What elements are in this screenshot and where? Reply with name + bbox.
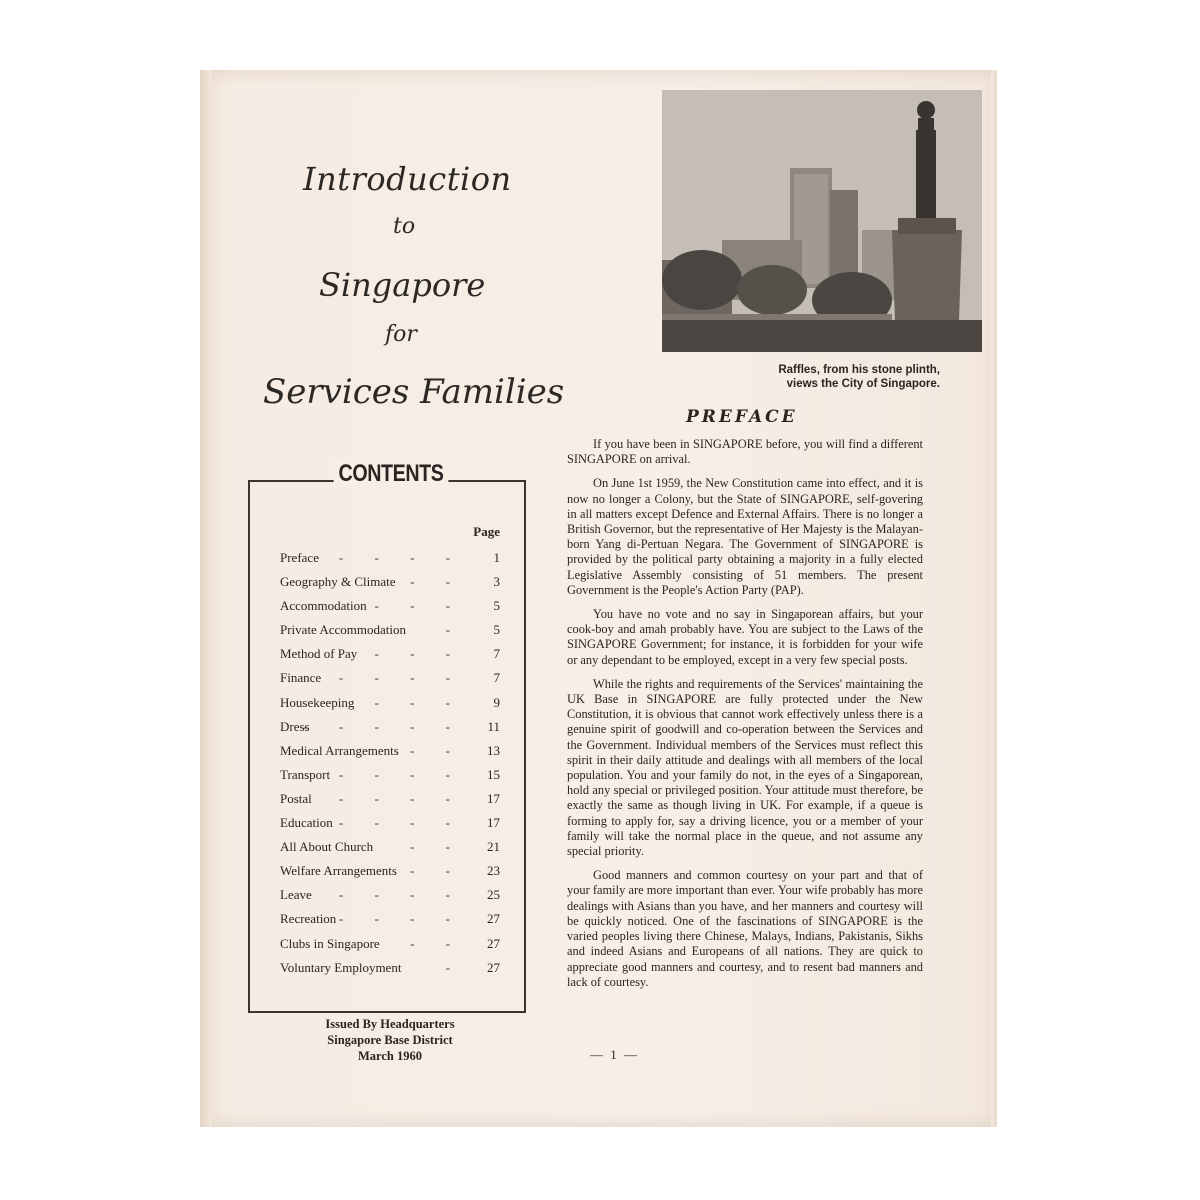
issued-line-2: Singapore Base District [327, 1033, 453, 1047]
toc-entry-leader: - - - - [338, 887, 464, 903]
preface-paragraph: Good manners and common courtesy on your part and that of your family are more important than ever. Your wife probably has more dealings with Asians than you have, and her manners and courtesy will be quickly noticed. One of the fascinations of SINGAPORE is the varied peoples living there Chinese, Malays, Indians, Pakistanis, Sikhs and indeed Asians and Europeans of all nations. They are quick to appreciate good manners and courtesy, and to resent bad manners and lack of courtesy. [567, 868, 923, 989]
toc-entry-leader: - [445, 959, 464, 975]
toc-entry-label: Housekeeping [280, 694, 355, 710]
toc-entry-leader: - - [410, 935, 464, 951]
title-line-5: Services Families [263, 372, 565, 412]
toc-entry-page: 3 [493, 574, 500, 590]
toc-entry-leader: - - - [374, 646, 464, 662]
toc-entry-label: Welfare Arrangements [280, 863, 397, 879]
toc-entry [280, 956, 500, 980]
toc-entry-leader: - - - - [338, 670, 464, 686]
toc-entry-page: 1 [493, 550, 500, 565]
toc-entry-label: Preface [280, 550, 319, 565]
toc-entry-leader: - - [410, 574, 464, 590]
caption-line-2: views the City of Singapore. [786, 378, 940, 390]
toc-entry-label: Clubs in Singapore [280, 935, 380, 951]
toc-entry-page: 9 [493, 694, 500, 710]
toc-entry [280, 932, 500, 956]
toc-entry-page: 5 [493, 622, 500, 638]
toc-entry [280, 546, 500, 570]
raffles-statue-photo [662, 90, 982, 352]
toc-entry-label: Accommodation [280, 598, 367, 614]
toc-entry [280, 763, 500, 787]
contents-heading-text: CONTENTS [334, 460, 449, 487]
page-column-header: Page [473, 524, 500, 539]
toc-entry-leader: - - - [374, 694, 464, 710]
toc-entry-page: 15 [487, 766, 500, 782]
toc-entry-leader: - - [410, 742, 464, 758]
toc-entry-label: Voluntary Employment [280, 959, 402, 975]
preface-paragraph: You have no vote and no say in Singaporean affairs, but your cook-boy and amah probably have. You are subject to the Laws of the SINGAPORE Government; for instance, it is forbidden for your wife or any dependant to be employed, except in a very few special posts. [567, 607, 923, 667]
toc-entry-leader: - - [410, 863, 464, 879]
photo-illustration [662, 90, 982, 352]
caption-line-1: Raffles, from his stone plinth, [778, 364, 940, 376]
toc-entry-label: Method of Pay [280, 646, 358, 662]
toc-entry-label: Recreation [280, 911, 337, 927]
issued-by [300, 1016, 480, 1064]
toc-entry-leader: - - - - [338, 550, 464, 565]
toc-entry-label: Postal [280, 790, 312, 806]
toc-entry-page: 11 [487, 718, 500, 734]
toc-entry [280, 594, 500, 618]
toc-entry [280, 666, 500, 690]
toc-entry [280, 715, 500, 739]
toc-entry-page: 7 [493, 646, 500, 662]
toc-entry-leader: - - - [374, 598, 464, 614]
toc-entry-page: 17 [487, 815, 500, 831]
toc-entry-leader: - - - - [338, 815, 464, 831]
issued-line-3: March 1960 [358, 1049, 422, 1063]
toc-entry [280, 642, 500, 666]
title-line-3: Singapore [319, 266, 486, 304]
toc-entry-page: 13 [487, 742, 500, 758]
toc-entry-label: Dress [280, 718, 310, 734]
toc-entry [280, 883, 500, 907]
toc-entry [280, 835, 500, 859]
toc-entry-label: Private Accommodation [280, 622, 407, 638]
toc-entry-leader: - - - - [338, 790, 464, 806]
toc-entry-label: Medical Arrangements [280, 742, 399, 758]
preface-body [567, 437, 923, 999]
toc-entry [280, 859, 500, 883]
contents-box [248, 480, 526, 1013]
toc-entry [280, 907, 500, 931]
toc-entry-page: 5 [493, 598, 500, 614]
toc-entry-leader: - - [410, 839, 464, 855]
toc-entry [280, 691, 500, 715]
toc-entry-page: 25 [487, 887, 500, 903]
preface-paragraph: On June 1st 1959, the New Constitution came into effect, and it is now no longer a Colony, but the State of SINGAPORE, self-govering in all matters except Defence and External Affairs. There is no longer a British Governor, but the representative of Her Majesty is the Malayan-born Yang di-Pertuan Negara. The Government of SINGAPORE is provided by the political party obtaining a majority in a fully elected Legislative Assembly consisting of 51 members. The present Government is the People's Action Party (PAP). [567, 476, 923, 597]
toc-entry-page: 7 [493, 670, 500, 686]
toc-entry-label: Leave [280, 887, 312, 903]
toc-entry-page: 17 [487, 790, 500, 806]
contents-heading [330, 460, 453, 488]
preface-heading: PREFACE [686, 407, 798, 427]
photo-caption [680, 363, 940, 391]
toc-entry [280, 787, 500, 811]
toc-entry [280, 618, 500, 642]
toc-entry-page: 23 [487, 863, 500, 879]
toc-entry-page: 21 [487, 839, 500, 855]
toc-entry-label: Geography & Climate [280, 574, 396, 590]
toc-entry-page: 27 [487, 911, 500, 927]
toc-entry-leader: - - - - - [303, 718, 464, 734]
preface-paragraph: If you have been in SINGAPORE before, you will find a different SINGAPORE on arrival. [567, 437, 923, 467]
toc-entry-leader: - - - - [338, 766, 464, 782]
toc-entry-page: 27 [487, 935, 500, 951]
toc-entry [280, 811, 500, 835]
toc-entry [280, 570, 500, 594]
toc-entry-label: Transport [280, 766, 331, 782]
toc-entry-page: 27 [487, 959, 500, 975]
table-of-contents [280, 546, 500, 980]
issued-line-1: Issued By Headquarters [325, 1017, 455, 1031]
toc-entry-label: Education [280, 815, 333, 831]
toc-entry-leader: - - - - [338, 911, 464, 927]
preface-paragraph: While the rights and requirements of the Services' maintaining the UK Base in SINGAPORE are fully protected under the New Constitution, it is obvious that cannot work effectively unless there is a genuine spirit of goodwill and co-operation between the Services and the Government. Individual members of the Services must reflect this spirit in their daily attitude and dealings with all members of the local population. You and your family do not, in the eyes of a Singaporean, hold any special or privileged position. Your attitude must therefore, be exactly the same as though living in UK. For example, if a queue is forming to apply for, say a driving licence, you or a member of your family will take the normal place in the queue, and not assume any special priority. [567, 676, 923, 859]
toc-entry-label: All About Church [280, 839, 374, 855]
page-number: — 1 — [590, 1047, 639, 1062]
toc-entry-label: Finance [280, 670, 322, 686]
toc-entry [280, 739, 500, 763]
title-line-1: Introduction [303, 160, 512, 198]
title-line-2: to [393, 214, 416, 239]
title-line-4: for [385, 322, 417, 347]
toc-entry-leader: - [445, 622, 464, 638]
